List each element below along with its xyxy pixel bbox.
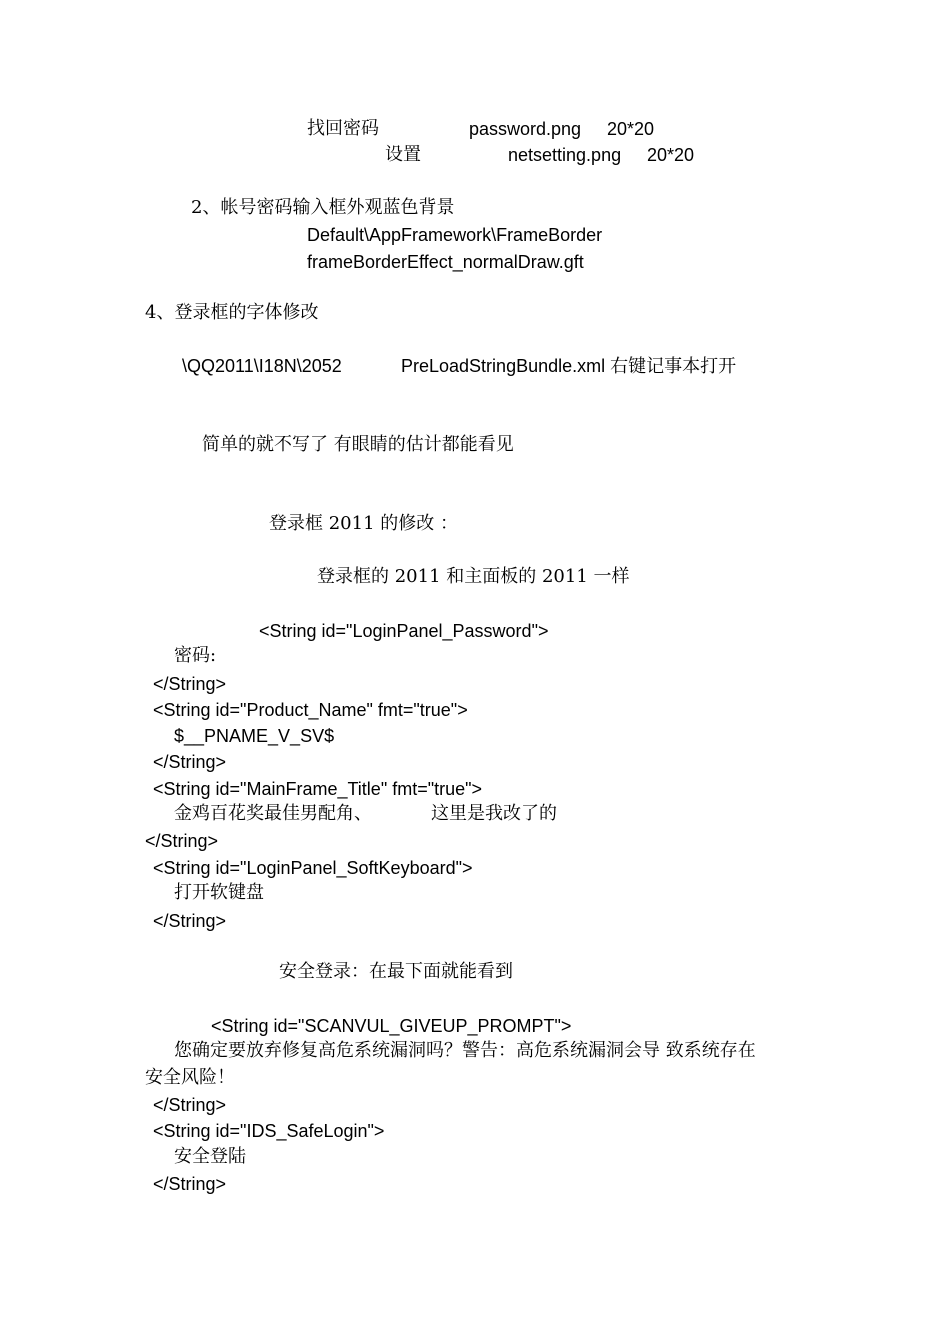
- text-line: Default\AppFramework\FrameBorder: [307, 225, 603, 245]
- text-line: 登录框的 2011 和主面板的 2011 一样: [317, 566, 630, 587]
- code-line: <String id="LoginPanel_SoftKeyboard">: [153, 858, 473, 878]
- text-line: 设置: [385, 144, 421, 165]
- code-line: </String>: [153, 911, 227, 931]
- code-line: 金鸡百花奖最佳男配角、: [174, 803, 372, 824]
- code-line: </String>: [153, 752, 227, 772]
- code-line: <String id="SCANVUL_GIVEUP_PROMPT">: [211, 1016, 572, 1036]
- section-heading: 2、帐号密码输入框外观蓝色背景: [191, 197, 455, 218]
- code-line: <String id="IDS_SafeLogin">: [153, 1121, 385, 1141]
- text-line: frameBorderEffect_normalDraw.gft: [307, 252, 584, 272]
- code-line: 打开软键盘: [174, 882, 264, 903]
- code-line: 您确定要放弃修复高危系统漏洞吗？警告：高危系统漏洞会导 致系统存在: [174, 1040, 756, 1061]
- text-line: PreLoadStringBundle.xml 右键记事本打开: [401, 356, 737, 376]
- code-line: <String id="LoginPanel_Password">: [259, 621, 549, 641]
- code-line: 这里是我改了的: [431, 803, 557, 824]
- text-line: \QQ2011\I18N\2052: [182, 356, 342, 376]
- text-line: netsetting.png: [508, 145, 622, 165]
- text-line: 找回密码: [307, 118, 379, 139]
- code-line: 安全风险！: [145, 1067, 235, 1088]
- code-line: </String>: [153, 1095, 227, 1115]
- text-line: 登录框 2011 的修改 ：: [269, 513, 458, 534]
- code-line: </String>: [153, 674, 227, 694]
- text-line: password.png: [469, 119, 582, 139]
- code-line: $__PNAME_V_SV$: [174, 726, 335, 746]
- code-line: <String id="Product_Name" fmt="true">: [153, 700, 468, 720]
- code-line: </String>: [153, 1174, 227, 1194]
- code-line: 密码:: [174, 645, 217, 666]
- text-line: 安全登录：在最下面就能看到: [279, 961, 513, 982]
- code-line: </String>: [145, 831, 219, 851]
- text-line: 简单的就不写了 有眼睛的估计都能看见: [202, 434, 514, 455]
- code-line: <String id="MainFrame_Title" fmt="true">: [153, 779, 483, 799]
- section-heading: 4、登录框的字体修改: [145, 302, 319, 323]
- text-line: 20*20: [647, 145, 695, 165]
- text-line: 20*20: [607, 119, 655, 139]
- code-line: 安全登陆: [174, 1146, 246, 1167]
